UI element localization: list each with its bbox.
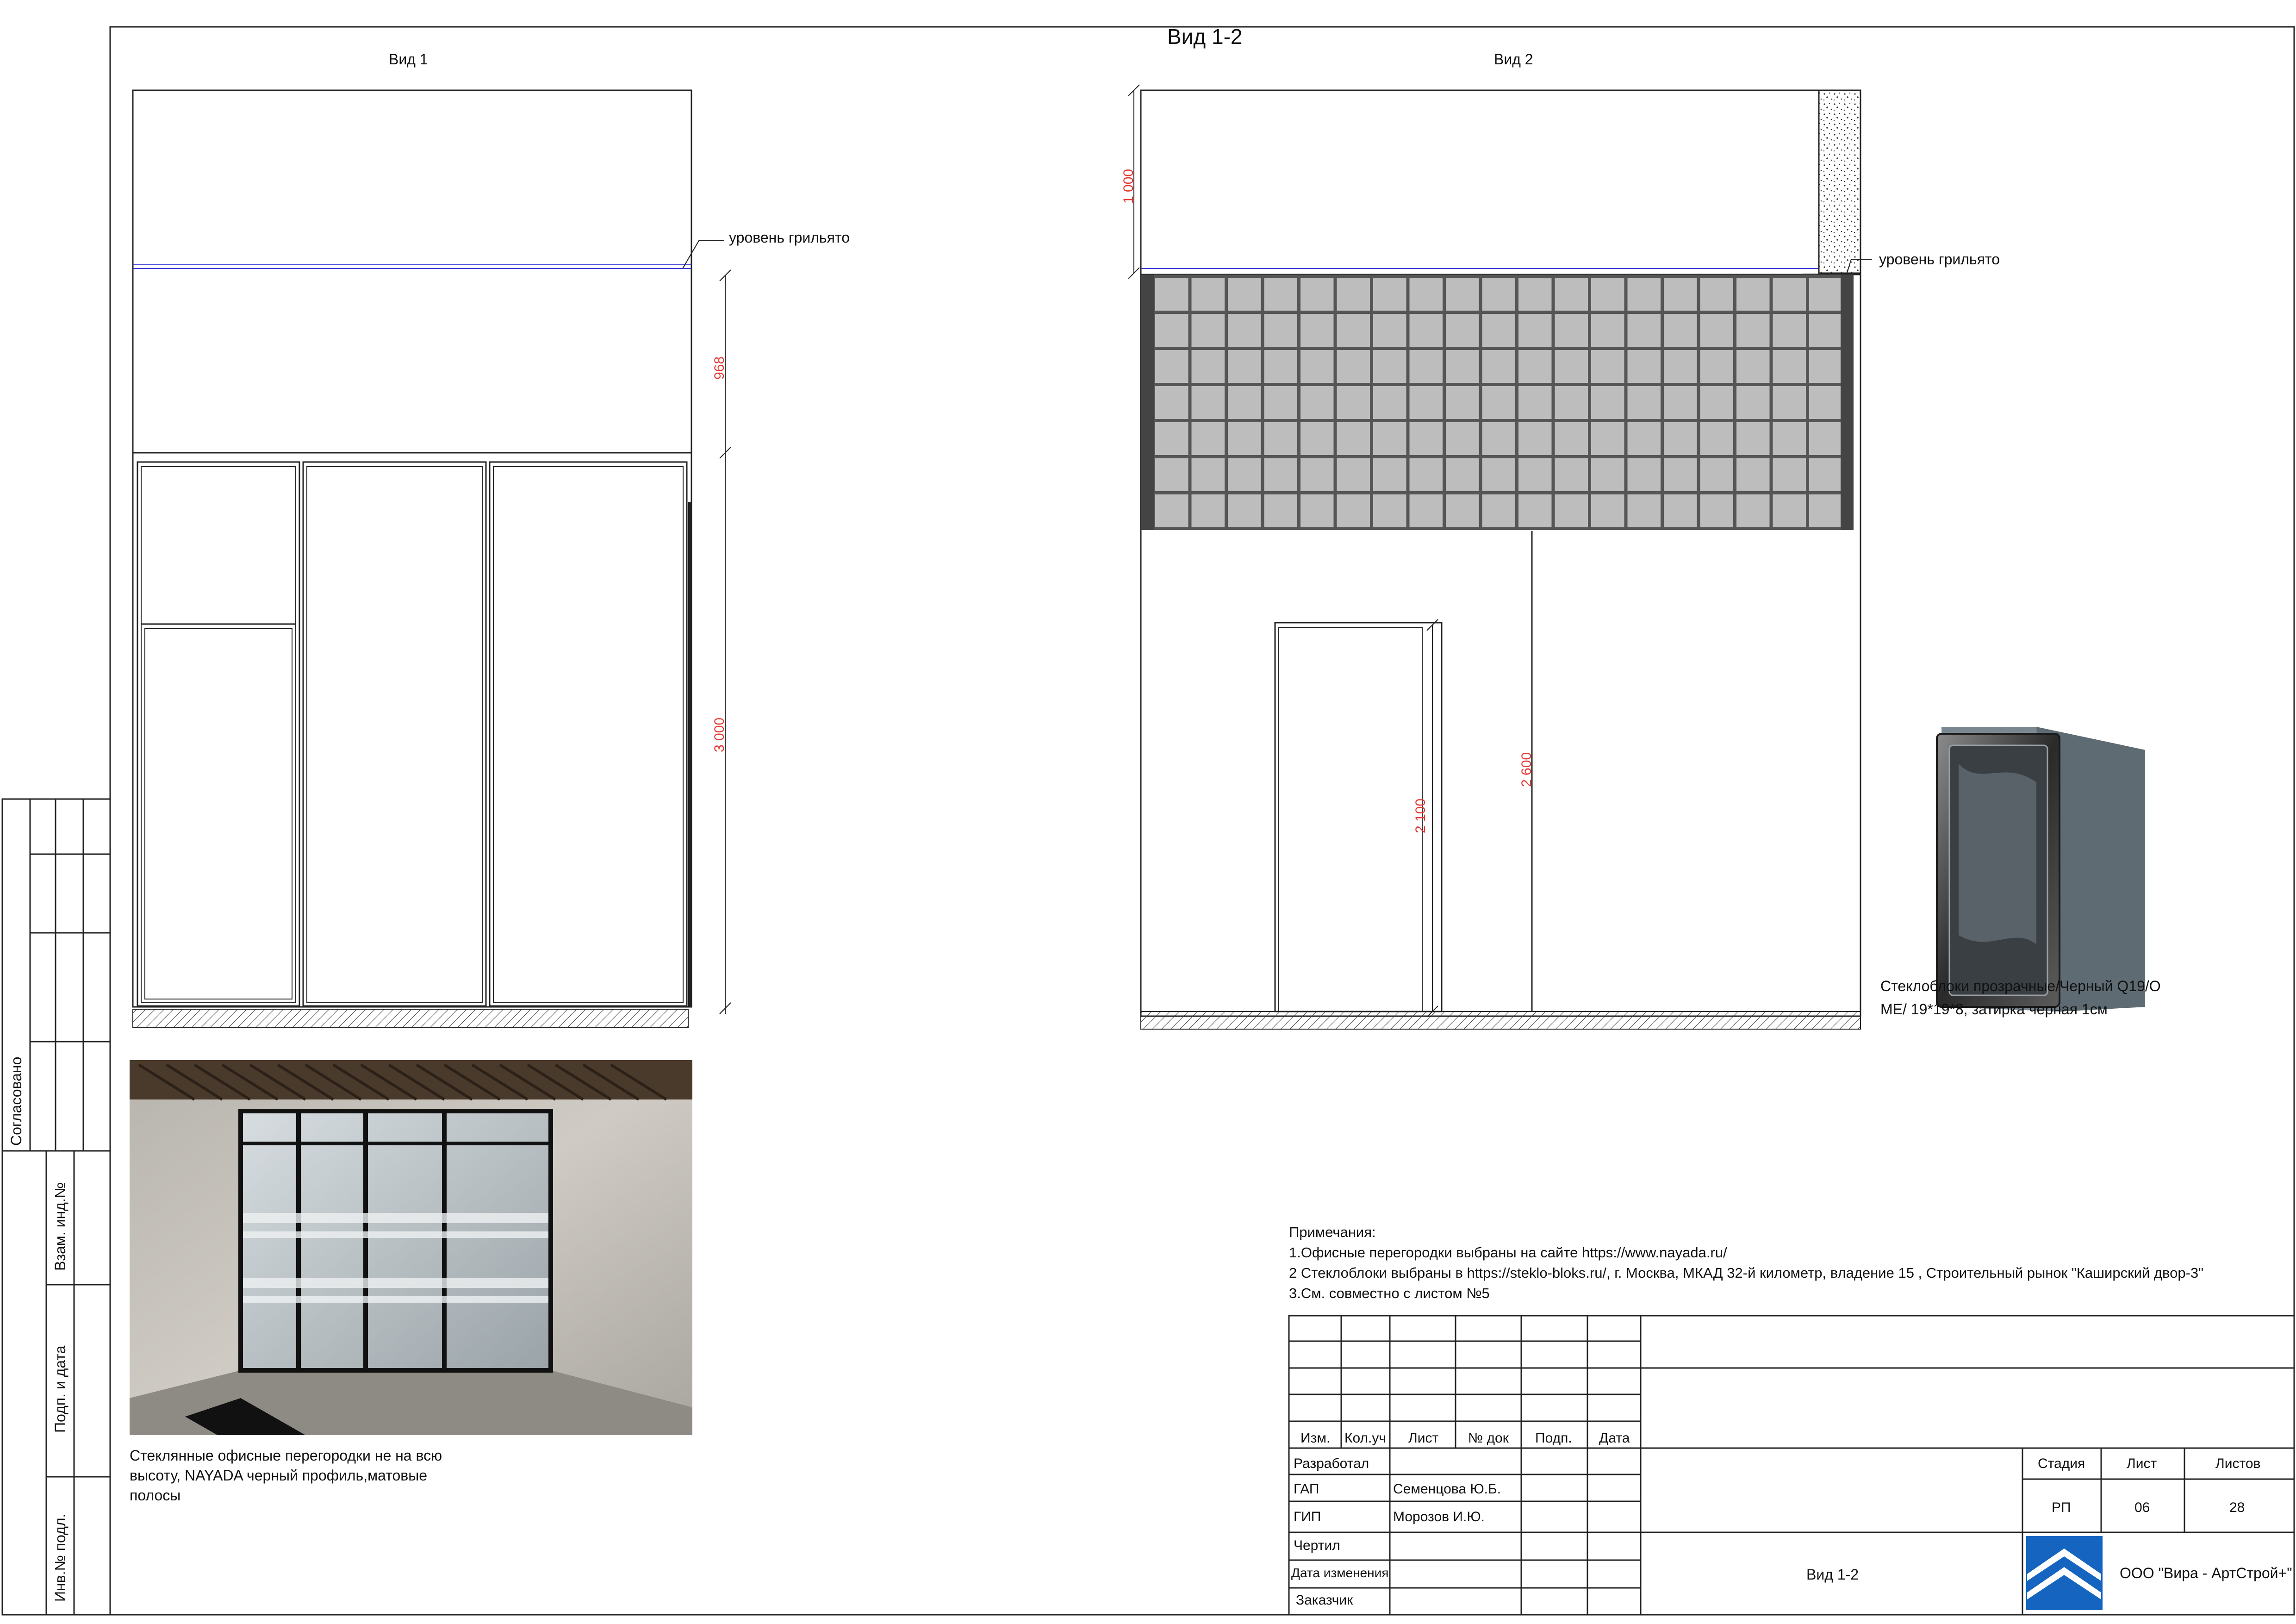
view2-dim-door: 2 100 bbox=[1413, 798, 1428, 833]
view1-dim-upper: 968 bbox=[712, 356, 727, 380]
company-logo-icon bbox=[2026, 1536, 2103, 1610]
tb-sheet-value: 06 bbox=[2134, 1500, 2150, 1515]
notes-heading: Примечания: bbox=[1289, 1224, 1376, 1240]
view2-label: Вид 2 bbox=[1494, 51, 1533, 68]
view2-grilyato-text: уровень грильято bbox=[1879, 251, 2000, 268]
tb-header-doc: № док bbox=[1468, 1430, 1509, 1446]
tb-name-gip: Морозов И.Ю. bbox=[1393, 1509, 1485, 1524]
sheet-title: Вид 1-2 bbox=[1167, 25, 1243, 49]
tb-role-razrabotal: Разработал bbox=[1294, 1456, 1369, 1471]
stamp-vzam: Взам. инд.№ bbox=[52, 1182, 68, 1271]
tb-role-chertil: Чертил bbox=[1294, 1538, 1340, 1553]
tb-stage-label: Стадия bbox=[2038, 1456, 2085, 1471]
view1-dim-lower: 3 000 bbox=[712, 717, 727, 752]
tb-role-gip: ГИП bbox=[1294, 1509, 1321, 1524]
tb-sheet-label: Лист bbox=[2127, 1456, 2157, 1471]
view1-grilyato-text: уровень грильято bbox=[729, 229, 850, 246]
tb-role-zakazchik: Заказчик bbox=[1296, 1593, 1353, 1608]
tb-role-gap: ГАП bbox=[1294, 1481, 1319, 1497]
view2-dim-top: 1 000 bbox=[1121, 169, 1136, 204]
tb-name-gap: Семенцова Ю.Б. bbox=[1393, 1481, 1501, 1497]
stamp-inv: Инв.№ подл. bbox=[52, 1513, 68, 1602]
photo-caption-line-3: полосы bbox=[130, 1487, 181, 1504]
tb-header-izm: Изм. bbox=[1300, 1430, 1331, 1446]
tb-sheets-value: 28 bbox=[2229, 1500, 2245, 1515]
tb-company: ООО "Вира - АртСтрой+" bbox=[2120, 1565, 2292, 1581]
stamp-agreed: Согласовано bbox=[8, 1056, 25, 1146]
view2-dim-wall: 2 600 bbox=[1519, 752, 1534, 787]
photo-caption-line-2: высоту, NAYADA черный профиль,матовые bbox=[130, 1467, 428, 1484]
glass-block-caption-line-1: Стеклоблоки прозрачные/Черный Q19/O bbox=[1880, 978, 2161, 994]
tb-drawing-name: Вид 1-2 bbox=[1806, 1566, 1859, 1583]
tb-role-date-change: Дата изменения bbox=[1291, 1566, 1389, 1580]
tb-header-list: Лист bbox=[1408, 1430, 1439, 1446]
photo-caption-line-1: Стеклянные офисные перегородки не на всю bbox=[130, 1447, 442, 1464]
view1-label: Вид 1 bbox=[389, 51, 428, 68]
tb-header-data: Дата bbox=[1599, 1430, 1630, 1446]
stamp-podp-data: Подп. и дата bbox=[52, 1345, 68, 1433]
tb-header-kol: Кол.уч bbox=[1344, 1430, 1386, 1446]
notes-item-1: 1.Офисные перегородки выбраны на сайте https://www.nayada.ru/ bbox=[1289, 1244, 1727, 1261]
tb-stage-value: РП bbox=[2052, 1500, 2071, 1515]
tb-header-podp: Подп. bbox=[1535, 1430, 1572, 1446]
glass-block-caption-line-2: ME/ 19*19*8, затирка черная 1см bbox=[1880, 1001, 2108, 1018]
notes-item-2: 2 Стеклоблоки выбраны в https://steklo-bloks.ru/, г. Москва, МКАД 32-й километр, владение 15 , Строительный рынок "Каширский двор-3" bbox=[1289, 1265, 2204, 1281]
tb-sheets-label: Листов bbox=[2215, 1456, 2261, 1471]
notes-item-3: 3.См. совместно с листом №5 bbox=[1289, 1285, 1490, 1301]
